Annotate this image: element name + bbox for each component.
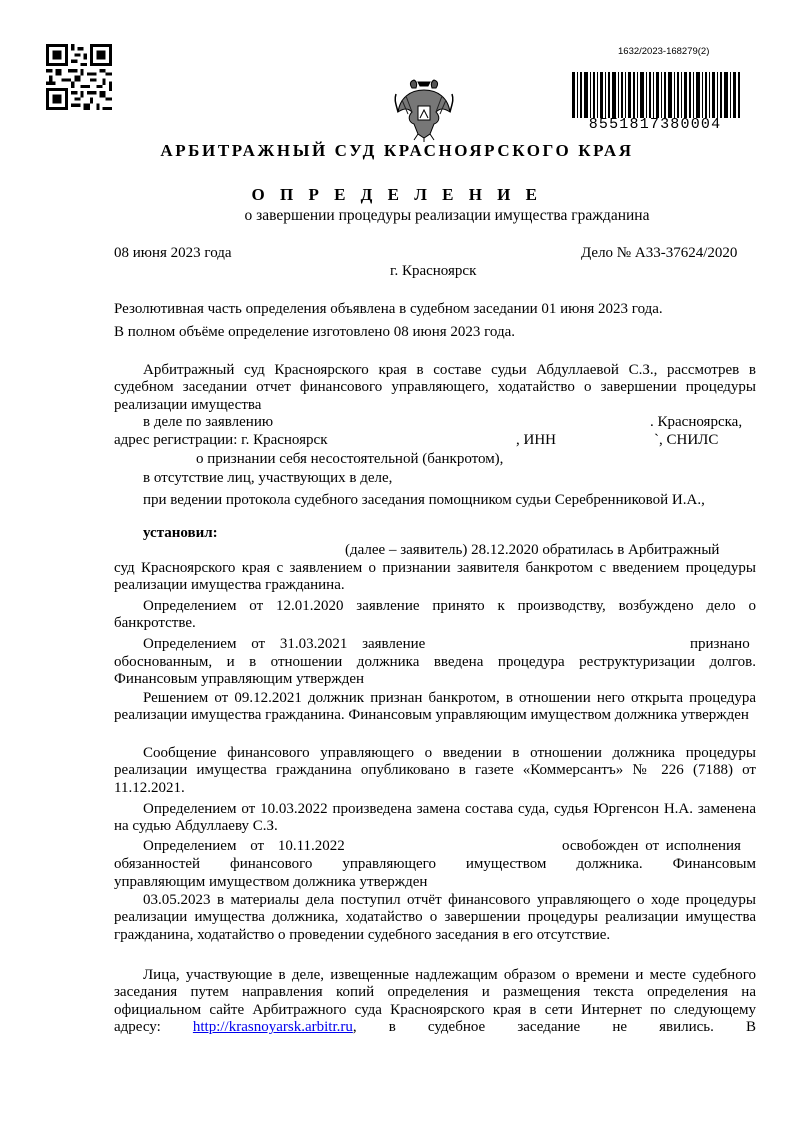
para7-last: управляющим имуществом должника утвержден	[114, 874, 428, 890]
document-title: О П Р Е Д Е Л Е Н И Е	[251, 185, 543, 204]
para7-start: Определением от 10.11.2022	[143, 838, 345, 854]
para2: Определением от 12.01.2020 заявление принято к производству, возбуждено дело о банкротстве.	[114, 598, 756, 632]
intro-address-label: адрес регистрации: г. Красноярск	[114, 432, 328, 448]
coat-of-arms-icon	[394, 78, 454, 142]
intro-snils-label: `, СНИЛС	[654, 432, 719, 448]
document-subtitle: о завершении процедуры реализации имущества гражданина	[244, 207, 650, 224]
document-date: 08 июня 2023 года	[114, 245, 232, 261]
city: г. Красноярск	[390, 263, 477, 279]
para3-last: Финансовым управляющим утвержден	[114, 671, 365, 687]
para7-released: освобожден от исполнения	[562, 838, 741, 854]
para9-tail: , в судебное заседание не явились. В	[352, 1019, 757, 1036]
intro-applicant-label: в деле по заявлению	[143, 414, 274, 430]
court-website-link[interactable]: http://krasnoyarsk.arbitr.ru	[192, 1019, 353, 1036]
qr-code	[46, 44, 112, 110]
para4: Решением от 09.12.2021 должник признан банкротом, в отношении него открыта процедура реализации имущества гражданина. Финансовым управляющим имуществом должника утвержден	[114, 690, 756, 724]
para8: 03.05.2023 в материалы дела поступил отчёт финансового управляющего о ходе процедуры реализации имущества должника, ходатайство о завершении процедуры реализации имущества гражданина, ходатайство о проведении судебного заседания в его отсутствие.	[114, 892, 756, 943]
para6: Определением от 10.03.2022 произведена замена состава суда, судья Юргенсон Н.А. заменена на судью Абдуллаеву С.З.	[114, 801, 756, 835]
para5: Сообщение финансового управляющего о введении в отношении должника процедуры реализации имущества гражданина опубликовано в газете «Коммерсантъ» № 226 (7188) от 11.12.2021.	[114, 745, 756, 796]
para9-text: Лица, участвующие в деле, извещенные надлежащим образом о времени и месте судебного заседания путем направления копий определения и размещения текста определения на официальном сайте Арбитражного суда Красноярского края в сети Интернет по следующему адресу:	[114, 967, 756, 1036]
intro-text: Арбитражный суд Красноярского края в составе судьи Абдуллаевой С.З., рассмотрев в судебном заседании отчет финансового управляющего, ходатайство о завершении процедуры реализации имущества	[114, 362, 756, 413]
para3-start: Определением от 31.03.2021 заявление	[143, 636, 426, 652]
established-label: установил:	[143, 525, 218, 541]
para9	[114, 967, 756, 1037]
document-number: 1632/2023-168279(2)	[618, 46, 710, 57]
intro-city-tail: . Красноярска,	[650, 414, 743, 430]
intro-paragraph	[114, 362, 756, 414]
notice-operative-part: Резолютивная часть определения объявлена в судебном заседании 01 июня 2023 года.	[114, 301, 663, 317]
court-name: АРБИТРАЖНЫЙ СУД КРАСНОЯРСКОГО КРАЯ	[160, 141, 634, 160]
para7-rest: обязанностей финансового управляющего имуществом должника. Финансовым	[114, 856, 756, 872]
intro-applicant-line	[143, 414, 273, 431]
para3-rest: обоснованным, и в отношении должника введена процедура реструктуризации долгов.	[114, 654, 756, 670]
barcode-digits: 8551817380004	[588, 116, 722, 133]
intro-absence: в отсутствие лиц, участвующих в деле,	[143, 470, 393, 486]
para3-recognized: признано	[690, 636, 750, 652]
para1-tail: (далее – заявитель) 28.12.2020 обратилась в Арбитражный	[345, 542, 720, 558]
notice-full-text: В полном объёме определение изготовлено 08 июня 2023 года.	[114, 324, 516, 340]
case-number: Дело № А33-37624/2020	[581, 245, 738, 261]
intro-bankruptcy-request: о признании себя несостоятельной (банкротом),	[196, 451, 504, 467]
intro-protocol: при ведении протокола судебного заседания помощником судьи Серебренниковой И.А.,	[143, 492, 705, 508]
para1-rest: суд Красноярского края с заявлением о признании заявителя банкротом с введением процедуры реализации имущества гражданина.	[114, 560, 756, 594]
intro-inn-label: , ИНН	[516, 432, 556, 448]
